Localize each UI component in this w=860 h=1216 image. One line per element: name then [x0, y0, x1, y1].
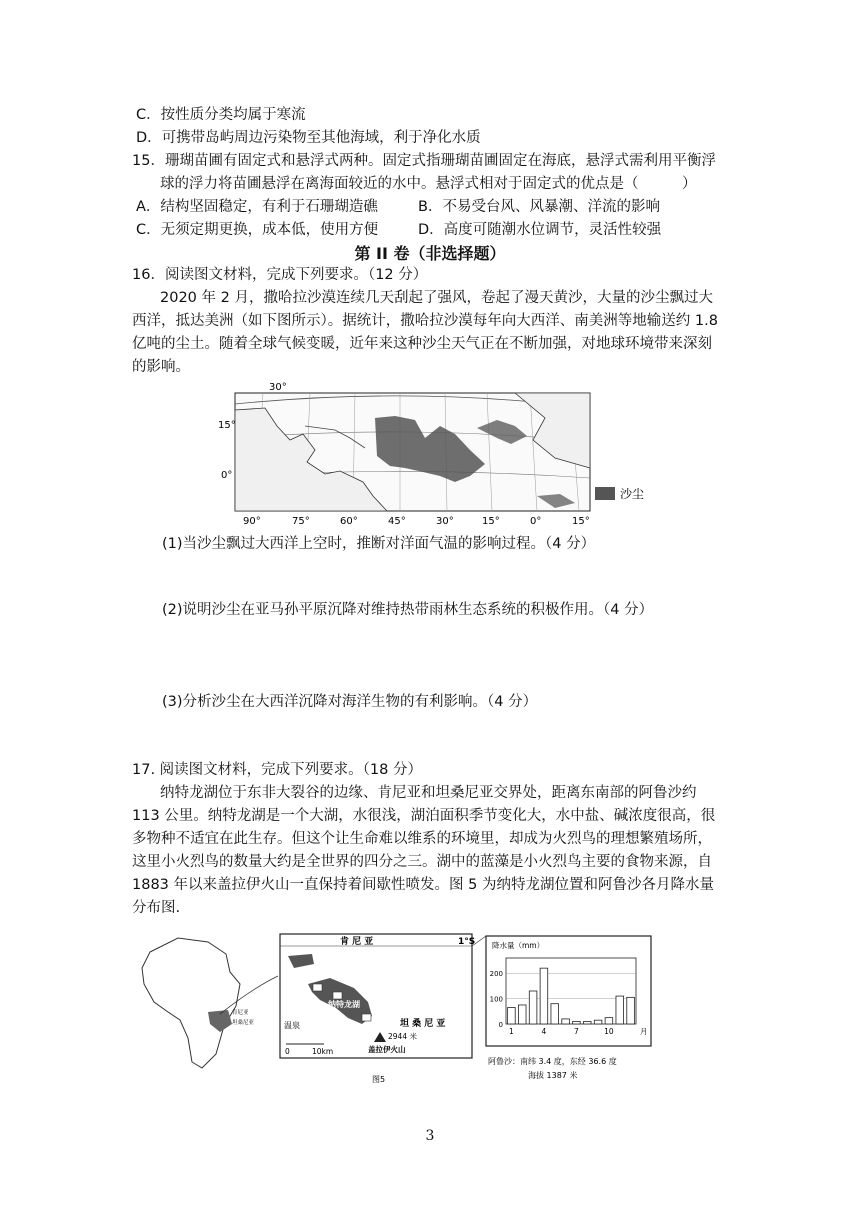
q15-option-a: A．结构坚固稳定，有利于石珊瑚造礁 — [136, 199, 378, 215]
q16-para-line4: 的影响。 — [132, 359, 190, 375]
q16-para-line1: 2020 年 2 月，撒哈拉沙漠连续几天刮起了强风，卷起了漫天黄沙，大量的沙尘飘过大 — [160, 290, 713, 306]
bar-month-8 — [583, 1021, 591, 1024]
spring-marker-3 — [362, 1014, 371, 1021]
rainfall-chart — [490, 958, 648, 1036]
q17-para-line1: 纳特龙湖位于东非大裂谷的边缘、肯尼亚和坦桑尼亚交界处，距离东南部的阿鲁沙约 — [160, 785, 697, 801]
q15-option-b: B．不易受台风、风暴潮、洋流的影响 — [418, 199, 660, 215]
y-tick-label: 200 — [489, 970, 503, 979]
q16-sub1: (1)当沙尘飘过大西洋上空时，推断对洋面气温的影响过程。（4 分） — [162, 536, 596, 552]
x-tick-label: 1 — [509, 1027, 514, 1036]
spring-legend-label: 温泉 — [284, 1021, 300, 1030]
scale-0: 0 — [285, 1047, 290, 1056]
q17-para-line6: 分布图. — [132, 900, 181, 916]
bar-month-2 — [518, 1005, 526, 1024]
x-unit-label: 月 — [640, 1027, 648, 1036]
spring-marker-1 — [313, 984, 322, 991]
bar-month-4 — [540, 968, 548, 1024]
q16-sub2: (2)说明沙尘在亚马孙平原沉降对维持热带雨林生态系统的积极作用。（4 分） — [162, 602, 654, 618]
lat-label-0: 0° — [221, 470, 233, 481]
q17-para-line3: 多物种不适宜在此生存。但这个让生命难以维系的环境里，却成为火烈鸟的理想繁殖场所， — [132, 831, 712, 847]
lon-label-15e: 15° — [572, 516, 590, 527]
page-number: 3 — [425, 1128, 435, 1144]
q16-sub3: (3)分析沙尘在大西洋沉降对海洋生物的有利影响。（4 分） — [162, 694, 538, 710]
africa-label-tanzania: 坦桑尼亚 — [232, 1020, 255, 1026]
volcano-height: 2944 米 — [388, 1032, 417, 1041]
q17-para-line4: 这里小火烈鸟的数量大约是全世界的四分之三。湖中的蓝藻是小火烈鸟主要的食物来源，自 — [132, 854, 712, 870]
q14-option-c: C．按性质分类均属于寒流 — [136, 107, 306, 123]
bar-month-9 — [594, 1020, 602, 1024]
y-tick-label: 100 — [489, 995, 503, 1004]
volcano-name: 盖拉伊火山 — [368, 1045, 406, 1054]
figure-5 — [128, 928, 668, 1090]
section-title: 第 II 卷（非选择题） — [354, 244, 506, 263]
figure-caption: 图5 — [372, 1075, 386, 1084]
arusha-caption-1: 阿鲁沙：南纬 3.4 度，东经 36.6 度 — [488, 1057, 617, 1066]
lat-1s-label: 1°S — [458, 937, 476, 947]
x-tick-label: 4 — [541, 1027, 547, 1036]
dust-map — [215, 378, 645, 528]
q16-para-line2: 西洋，抵达美洲（如下图所示）。据统计，撒哈拉沙漠每年向大西洋、南美洲等地输送约 1.8 — [132, 313, 718, 329]
lon-label-75: 75° — [292, 516, 310, 527]
lon-label-30: 30° — [436, 516, 454, 527]
q17-stem: 17. 阅读图文材料，完成下列要求。（18 分） — [132, 762, 422, 778]
q15-option-c: C．无须定期更换，成本低，使用方便 — [136, 222, 379, 238]
q17-para-line2: 113 公里。纳特龙湖是一个大湖，水很浅，湖泊面积季节变化大，水中盐、碱浓度很高，很 — [132, 808, 716, 824]
africa-label-kenya: 肯尼亚 — [232, 1010, 249, 1016]
africa-outline — [142, 938, 240, 1068]
lon-label-60: 60° — [340, 516, 358, 527]
y-tick-label: 0 — [498, 1021, 503, 1029]
bar-month-7 — [573, 1021, 581, 1024]
lat-label-15: 15° — [218, 420, 236, 431]
x-tick-label: 10 — [604, 1027, 614, 1036]
q15-stem-line1: 15．珊瑚苗圃有固定式和悬浮式两种。固定式指珊瑚苗圃固定在海底，悬浮式需利用平衡浮 — [132, 153, 716, 169]
q16-para-line3: 亿吨的尘土。随着全球气候变暖，近年来这种沙尘天气正在不断加强，对地球环境带来深刻 — [132, 336, 712, 352]
q16-stem: 16．阅读图文材料，完成下列要求。（12 分） — [132, 267, 428, 283]
bar-month-11 — [616, 996, 624, 1024]
lon-label-90: 90° — [243, 516, 261, 527]
q15-stem-line2: 球的浮力将苗圃悬浮在离海面较近的水中。悬浮式相对于固定式的优点是（ ） — [160, 176, 697, 192]
lake-label: 纳特龙湖 — [328, 1000, 360, 1009]
arusha-caption-2: 海拔 1387 米 — [528, 1071, 578, 1080]
bar-month-3 — [529, 991, 537, 1024]
scale-10km: 10km — [312, 1047, 334, 1056]
bar-month-10 — [605, 1018, 613, 1024]
lon-label-0: 0° — [530, 516, 542, 527]
dust-legend-label: 沙尘 — [620, 487, 645, 501]
bar-month-5 — [551, 1004, 559, 1024]
kenya-label: 肯 尼 亚 — [340, 937, 374, 947]
bar-month-12 — [627, 997, 635, 1024]
bar-month-1 — [508, 1008, 516, 1025]
q15-option-d: D．高度可随潮水位调节，灵活性较强 — [418, 222, 662, 238]
lat-label-30: 30° — [269, 382, 287, 393]
chart-ylabel: 降水量（mm） — [492, 941, 545, 950]
lon-label-15w: 15° — [482, 516, 500, 527]
q14-option-d: D．可携带岛屿周边污染物至其他海域，利于净化水质 — [136, 130, 481, 146]
tanzania-label: 坦 桑 尼 亚 — [400, 1019, 446, 1029]
lon-label-45: 45° — [388, 516, 406, 527]
bar-month-6 — [562, 1019, 570, 1024]
x-tick-label: 7 — [574, 1027, 579, 1036]
spring-marker-2 — [333, 992, 342, 999]
q17-para-line5: 1883 年以来盖拉伊火山一直保持着间歇性喷发。图 5 为纳特龙湖位置和阿鲁沙各月降水量 — [132, 877, 714, 893]
